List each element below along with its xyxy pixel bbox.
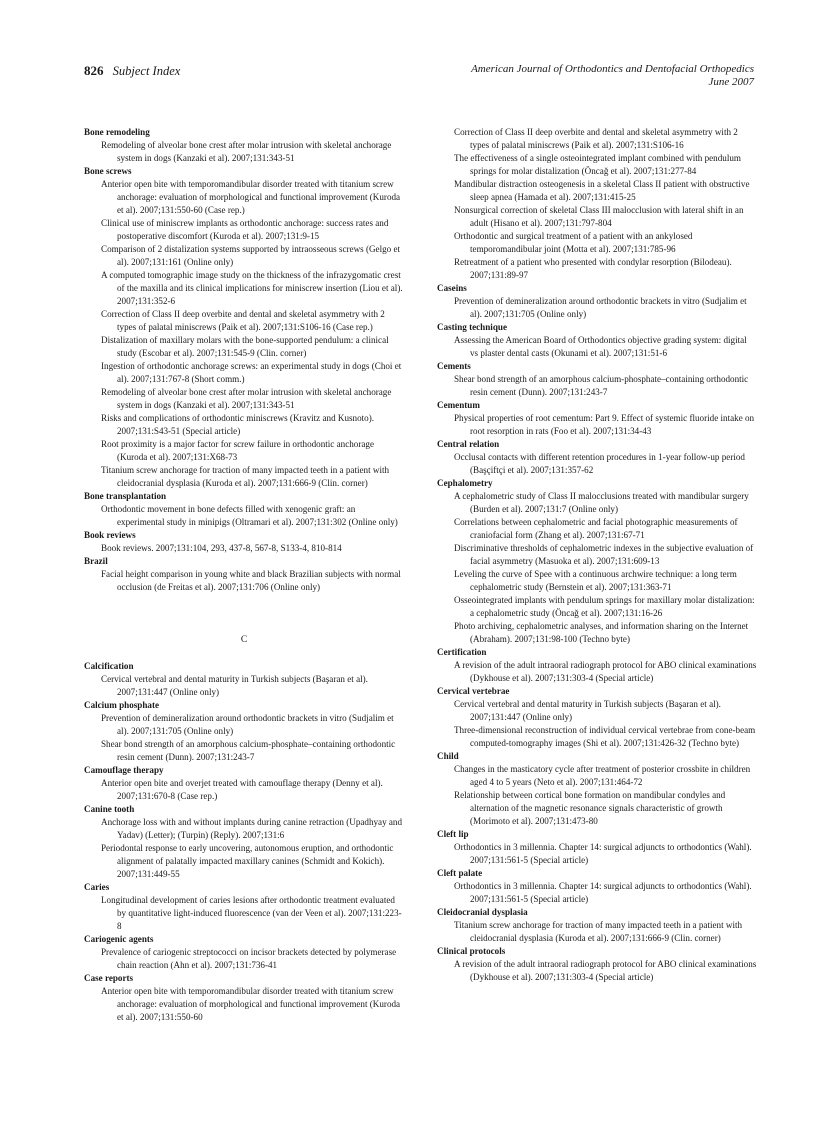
index-entry: Remodeling of alveolar bone crest after molar intrusion with skeletal anchorage system in dogs (Kanzaki et al). 2007;131:343-51 [101,387,392,410]
index-entry: A cephalometric study of Class II malocclusions treated with mandibular surgery (Burden et al). 2007;131:7 (Online only) [454,491,749,514]
index-entry: Orthodontic and surgical treatment of a patient with an ankylosed temporomandibular joint (Motta et al). 2007;131:785-96 [454,231,693,254]
index-term: Casting technique [437,322,507,332]
index-entry: Correction of Class II deep overbite and dental and skeletal asymmetry with 2 types of palatal miniscrews (Paik et al). 2007;131:S106-16 [454,127,738,150]
index-entry: Discriminative thresholds of cephalometric indexes in the subjective evaluation of facial asymmetry (Masuoka et al). 2007;131:609-13 [454,543,754,566]
index-entry: Prevention of demineralization around orthodontic brackets in vitro (Sudjalim et al). 2007;131:705 (Online only) [101,713,394,736]
index-entry: Orthodontics in 3 millennia. Chapter 14: surgical adjuncts to orthodontics (Wahl). 2007;131:561-5 (Special article) [454,881,752,904]
index-entry: Ingestion of orthodontic anchorage screws: an experimental study in dogs (Choi et al). 2007;131:767-8 (Short comm.) [101,361,402,384]
index-letter-heading: C [240,635,248,645]
index-entry: Facial height comparison in young white and black Brazilian subjects with normal occlusion (de Freitas et al). 2007;131:706 (Online only) [101,569,401,592]
index-term: Cements [437,361,471,371]
index-term: Calcification [84,661,134,671]
index-term: Clinical protocols [437,946,506,956]
index-entry: Anterior open bite and overjet treated with camouflage therapy (Denny et al). 2007;131:670-8 (Case rep.) [101,778,383,801]
index-entry: Anterior open bite with temporomandibular disorder treated with titanium screw anchorage: evaluation of morphological and functional improvement (Kuroda et al). 2007;131:550-60 [101,986,401,1022]
index-entry: Anchorage loss with and without implants during canine retraction (Upadhyay and Yadav) (Letter); (Turpin) (Reply). 2007;131:6 [101,817,403,840]
header-right [471,63,754,89]
index-entry: Nonsurgical correction of skeletal Class III malocclusion with lateral shift in an adult (Hisano et al). 2007;131:797-804 [454,205,744,228]
index-term: Bone transplantation [84,491,167,501]
index-entry: A computed tomographic image study on the thickness of the infrazygomatic crest of the maxilla and its clinical implications for miniscrew insertion (Liou et al). 2007;131:352-6 [101,270,403,306]
index-entry: Clinical use of miniscrew implants as orthodontic anchorage: success rates and postoperative discomfort (Kuroda et al). 2007;131:9-15 [101,218,389,241]
index-term: Cleidocranial dysplasia [437,907,528,917]
index-column-right [437,126,757,984]
index-entry: The effectiveness of a single osteointegrated implant combined with pendulum springs for molar distalization (Öncağ et al). 2007;131:277-84 [454,153,741,176]
index-term: Camouflage therapy [84,765,164,775]
index-term: Cariogenic agents [84,934,154,944]
index-entry: A revision of the adult intraoral radiograph protocol for ABO clinical examinations (Dykhouse et al). 2007;131:303-4 (Special article) [454,959,757,982]
index-entry: Relationship between cortical bone formation on mandibular condyles and alternation of the magnetic resonance signals characteristic of growth (Morimoto et al). 2007;131:473-80 [454,790,726,826]
index-term: Cephalometry [437,478,493,488]
index-entry: Orthodontics in 3 millennia. Chapter 14: surgical adjuncts to orthodontics (Wahl). 2007;131:561-5 (Special article) [454,842,752,865]
index-entry: Periodontal response to early uncovering, autonomous eruption, and orthodontic alignment of palatally impacted maxillary canines (Schmidt and Kokich). 2007;131:449-55 [101,843,394,879]
index-entry: A revision of the adult intraoral radiograph protocol for ABO clinical examinations (Dykhouse et al). 2007;131:303-4 (Special article) [454,660,757,683]
index-term: Cervical vertebrae [437,686,510,696]
index-entry: Shear bond strength of an amorphous calcium-phosphate–containing orthodontic resin cement (Dunn). 2007;131:243-7 [101,739,396,762]
index-term: Book reviews [84,530,136,540]
index-term: Bone screws [84,166,132,176]
index-term: Certification [437,647,487,657]
index-entry: Retreatment of a patient who presented with condylar resorption (Bilodeau). 2007;131:89-97 [454,257,732,280]
index-entry: Root proximity is a major factor for screw failure in orthodontic anchorage (Kuroda et al). 2007;131:X68-73 [101,439,374,462]
index-entry: Cervical vertebral and dental maturity in Turkish subjects (Başaran et al). 2007;131:447 (Online only) [454,699,721,722]
index-entry: Occlusal contacts with different retention procedures in 1-year follow-up period (Başçiftçi et al). 2007;131:357-62 [454,452,745,475]
index-entry: Cervical vertebral and dental maturity in Turkish subjects (Başaran et al). 2007;131:447 (Online only) [101,674,368,697]
index-entry: Correlations between cephalometric and facial photographic measurements of craniofacial form (Zhang et al). 2007;131:67-71 [454,517,738,540]
index-term: Calcium phosphate [84,700,160,710]
page-header [84,63,754,95]
index-term: Brazil [84,556,108,566]
index-entry: Orthodontic movement in bone defects filled with xenogenic graft: an experimental study in minipigs (Oltramari et al). 2007;131:302 (Online only) [101,504,398,527]
index-entry: Changes in the masticatory cycle after treatment of posterior crossbite in children aged 4 to 5 years (Neto et al). 2007;131:464-72 [454,764,751,787]
section-title: Subject Index [112,64,181,78]
index-entry: Assessing the American Board of Orthodontics objective grading system: digital vs plaster dental casts (Okunami et al). 2007;131:51-6 [454,335,747,358]
index-entry: Book reviews. 2007;131:104, 293, 437-8, 567-8, S133-4, 810-814 [101,543,342,553]
index-term: Child [437,751,459,761]
index-entry: Titanium screw anchorage for traction of many impacted teeth in a patient with cleidocranial dysplasia (Kuroda et al). 2007;131:666-9 (Clin. corner) [454,920,743,943]
index-entry: Prevention of demineralization around orthodontic brackets in vitro (Sudjalim et al). 2007;131:705 (Online only) [454,296,747,319]
index-term: Caries [84,882,110,892]
index-entry: Physical properties of root cementum: Part 9. Effect of systemic fluoride intake on root resorption in rats (Foo et al). 2007;131:34-43 [454,413,755,436]
index-term: Cleft lip [437,829,469,839]
index-entry: Comparison of 2 distalization systems supported by intraosseous screws (Gelgo et al). 2007;131:161 (Online only) [101,244,401,267]
index-term: Case reports [84,973,134,983]
index-term: Cleft palate [437,868,483,878]
index-term: Bone remodeling [84,127,150,137]
index-column-left [84,126,404,1024]
index-entry: Distalization of maxillary molars with the bone-supported pendulum: a clinical study (Escobar et al). 2007;131:545-9 (Clin. corner) [101,335,389,358]
index-entry: Correction of Class II deep overbite and dental and skeletal asymmetry with 2 types of palatal miniscrews (Paik et al). 2007;131:S106-16 (Case rep.) [101,309,385,332]
index-entry: Remodeling of alveolar bone crest after molar intrusion with skeletal anchorage system in dogs (Kanzaki et al). 2007;131:343-51 [101,140,392,163]
index-entry: Risks and complications of orthodontic miniscrews (Kravitz and Kusnoto). 2007;131:S43-51 (Special article) [101,413,375,436]
index-entry: Titanium screw anchorage for traction of many impacted teeth in a patient with cleidocranial dysplasia (Kuroda et al). 2007;131:666-9 (Clin. corner) [101,465,390,488]
index-term: Caseins [437,283,467,293]
index-entry: Osseointegrated implants with pendulum springs for maxillary molar distalization: a cephalometric study (Öncağ et al). 2007;131:16-26 [454,595,755,618]
index-term: Cementum [437,400,480,410]
page-number: 826 [84,63,104,78]
index-entry: Mandibular distraction osteogenesis in a skeletal Class II patient with obstructive sleep apnea (Hamada et al). 2007;131:415-25 [454,179,750,202]
index-entry: Leveling the curve of Spee with a continuous archwire technique: a long term cephalometric study (Bernstein et al). 2007;131:363-71 [454,569,737,592]
index-entry: Three-dimensional reconstruction of individual cervical vertebrae from cone-beam computed-tomography images (Shi et al). 2007;131:426-32 (Techno byte) [454,725,756,748]
journal-title: American Journal of Orthodontics and Dentofacial Orthopedics [471,63,754,75]
index-entry: Prevalence of cariogenic streptococci on incisor brackets detected by polymerase chain reaction (Ahn et al). 2007;131:736-41 [101,947,397,970]
index-entry: Anterior open bite with temporomandibular disorder treated with titanium screw anchorage: evaluation of morphological and functional improvement (Kuroda et al). 2007;131:550-60 (Case rep.) [101,179,401,215]
index-entry: Longitudinal development of caries lesions after orthodontic treatment evaluated by quantitative light-induced fluorescence (van der Veen et al). 2007;131:223-8 [101,895,402,931]
header-left [84,63,180,79]
index-term: Central relation [437,439,500,449]
index-entry: Photo archiving, cephalometric analyses, and information sharing on the Internet (Abraham). 2007;131:98-100 (Techno byte) [454,621,749,644]
index-term: Canine tooth [84,804,135,814]
section-gap [84,594,404,620]
index-entry: Shear bond strength of an amorphous calcium-phosphate–containing orthodontic resin cement (Dunn). 2007;131:243-7 [454,374,749,397]
issue-date: June 2007 [708,76,754,88]
